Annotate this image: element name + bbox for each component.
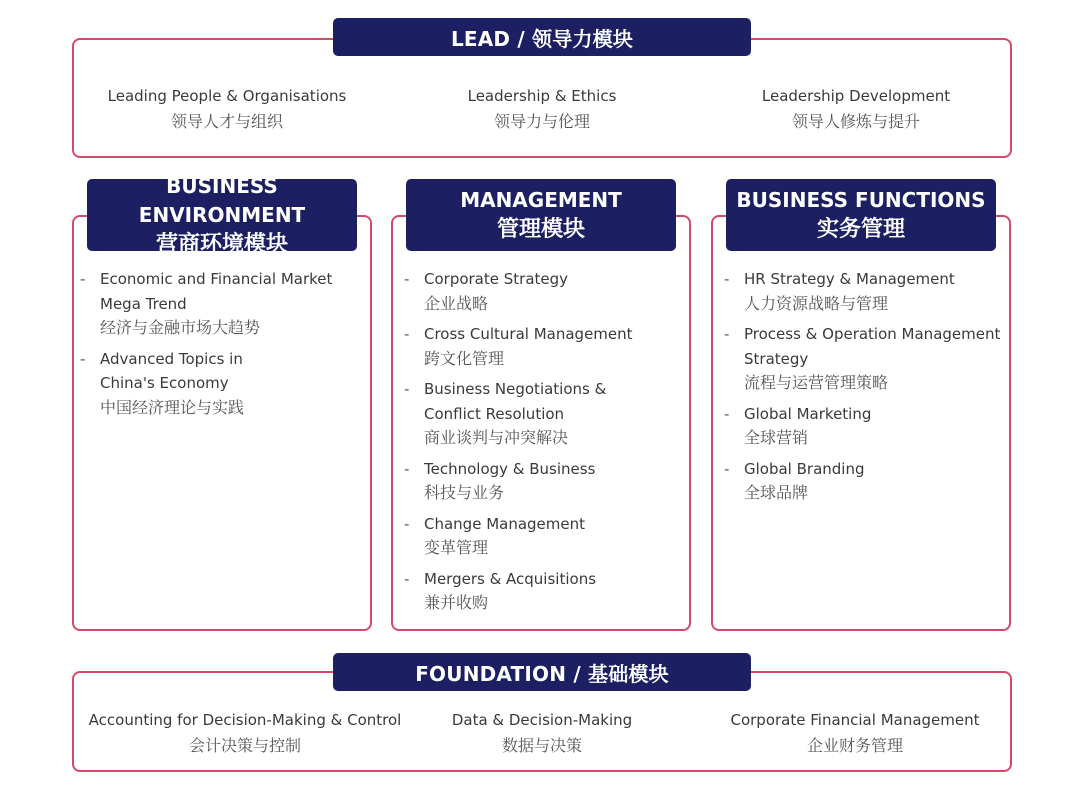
list-item: [724, 267, 1009, 316]
management-list: [404, 267, 689, 622]
list-item: [80, 267, 365, 341]
list-item-en-line2: Conflict Resolution: [424, 404, 565, 423]
business-environment-header: [87, 173, 357, 257]
list-item-zh: 变革管理: [424, 538, 489, 557]
list-item-zh: 流程与运营管理策略: [744, 373, 889, 392]
list-item-en: - HR Strategy & Management: [744, 270, 955, 288]
foundation-item-en: Data & Decision-Making: [451, 711, 633, 729]
list-item-zh: 企业战略: [424, 293, 489, 313]
list-item-zh: 人力资源战略与管理: [744, 293, 889, 313]
foundation-module-header: FOUNDATION / 基础模块: [333, 653, 751, 691]
list-item-zh: 中国经济理论与实践: [100, 397, 245, 417]
foundation-item-en: Accounting for Decision-Making & Control: [88, 711, 402, 729]
foundation-item-zh: 会计决策与控制: [188, 736, 301, 755]
list-item: [724, 322, 1009, 396]
business-functions-list: [724, 267, 1009, 512]
lead-item-zh: 领导力与伦理: [493, 112, 590, 131]
business-environment-header-zh: 营商环境模块: [155, 231, 288, 257]
list-item-en: - Cross Cultural Management: [424, 325, 633, 343]
list-item-en-line2: Mega Trend: [100, 294, 187, 313]
lead-item-en: Leading People & Organisations: [107, 87, 347, 105]
management-header-en: MANAGEMENT: [460, 188, 622, 212]
list-item: [724, 402, 1009, 451]
lead-item: [711, 84, 1001, 134]
list-item-zh: 科技与业务: [424, 483, 505, 502]
foundation-item: [397, 708, 687, 758]
list-item: [80, 347, 365, 421]
list-item-en: - Economic and Financial Market: [100, 270, 333, 288]
list-item-zh: 经济与金融市场大趋势: [100, 318, 261, 337]
foundation-item-en: Corporate Financial Management: [730, 711, 980, 729]
list-item: [404, 457, 689, 506]
list-item: [404, 567, 689, 616]
list-item-en: - Global Branding: [744, 459, 865, 478]
list-item-en: - Advanced Topics in: [100, 349, 243, 368]
list-item-zh: 跨文化管理: [424, 348, 505, 368]
list-item-zh: 全球营销: [744, 428, 809, 447]
lead-item: [397, 84, 687, 134]
lead-item-en: Leadership Development: [761, 87, 951, 105]
list-item-en-line2: China's Economy: [100, 374, 229, 392]
list-item: [404, 512, 689, 561]
foundation-item: [700, 708, 1010, 758]
list-item: [724, 457, 1009, 506]
lead-item-zh: 领导人修炼与提升: [791, 112, 920, 131]
foundation-item-zh: 企业财务管理: [806, 736, 903, 755]
list-item-en: - Business Negotiations &: [424, 380, 607, 398]
list-item-en: - Technology & Business: [424, 459, 596, 478]
business-functions-header-zh: 实务管理: [816, 217, 905, 242]
list-item-en: - Global Marketing: [744, 404, 872, 423]
list-item-en: - Mergers & Acquisitions: [424, 569, 597, 588]
list-item-en: - Process & Operation Management: [744, 325, 1001, 343]
business-environment-list: [80, 267, 365, 426]
business-functions-header-en: BUSINESS FUNCTIONS: [736, 188, 986, 212]
foundation-item-zh: 数据与决策: [501, 736, 582, 755]
list-item-en-line2: Strategy: [744, 349, 809, 368]
lead-item-zh: 领导人才与组织: [170, 112, 283, 131]
list-item-zh: 全球品牌: [744, 483, 809, 502]
list-item-zh: 商业谈判与冲突解决: [424, 428, 569, 447]
foundation-item: [80, 708, 410, 758]
business-functions-header: [726, 179, 996, 251]
lead-item-en: Leadership & Ethics: [467, 87, 617, 105]
management-header-zh: 管理模块: [496, 217, 585, 242]
management-header: [406, 179, 676, 251]
business-environment-header-en: BUSINESS ENVIRONMENT: [138, 173, 306, 227]
list-item-en: - Change Management: [424, 514, 586, 533]
list-item-zh: 兼并收购: [424, 593, 489, 612]
list-item: [404, 322, 689, 371]
lead-item: [82, 84, 372, 134]
lead-module-header: LEAD / 领导力模块: [333, 18, 751, 56]
list-item: [404, 377, 689, 451]
list-item: [404, 267, 689, 316]
list-item-en: - Corporate Strategy: [424, 270, 569, 288]
